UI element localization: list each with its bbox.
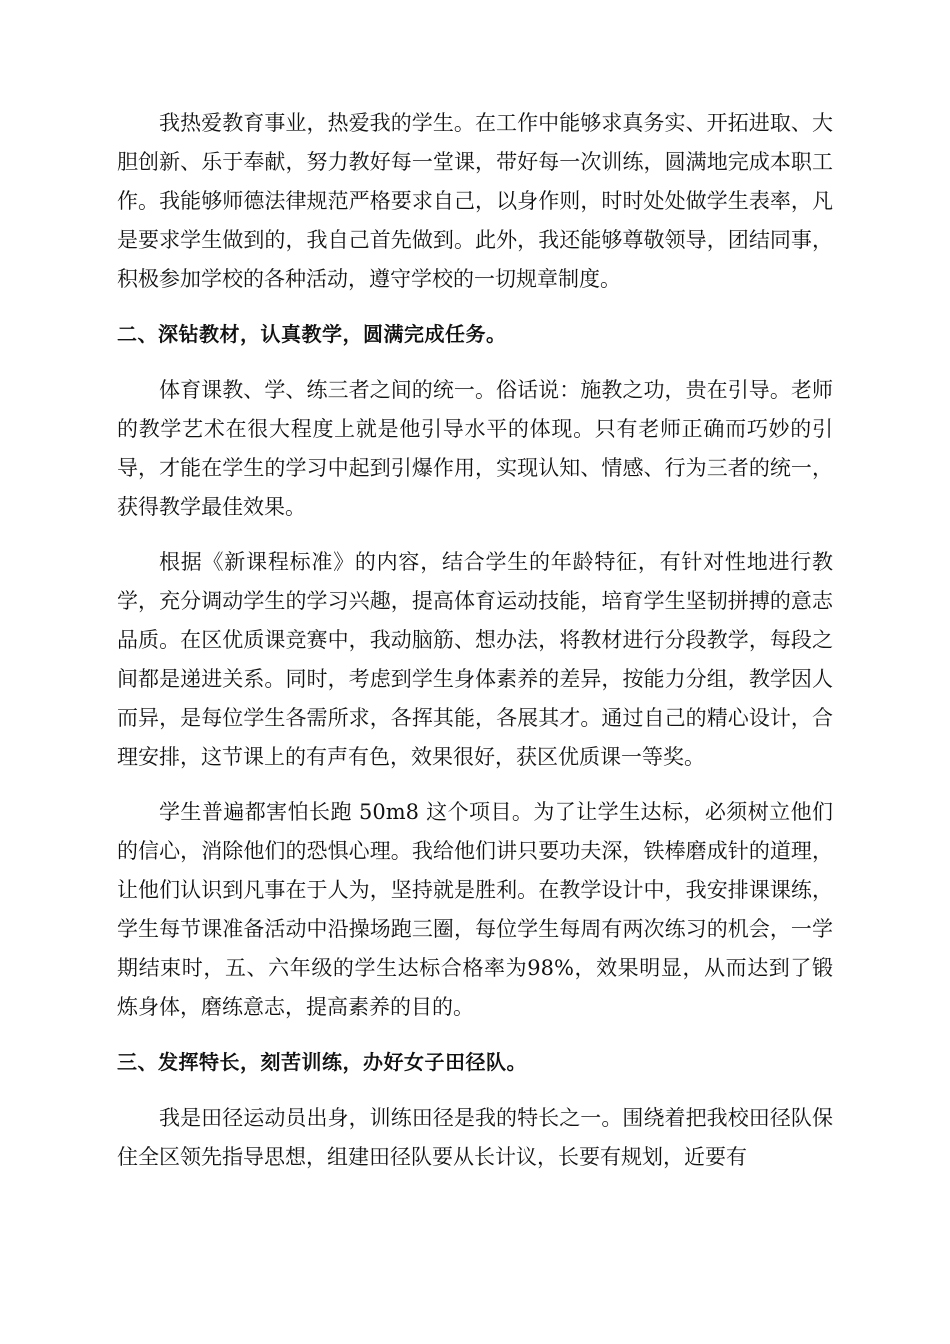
- document-body: [117, 104, 833, 1177]
- section-heading-teaching: 二、深钻教材，认真教学，圆满完成任务。: [117, 322, 507, 346]
- paragraph-curriculum-standard: 根据《新课程标准》的内容，结合学生的年龄特征，有针对性地进行教学，充分调动学生的学习兴趣，提高体育运动技能，培育学生坚韧拼搏的意志品质。在区优质课竞赛中，我动脑筋、想办法，将教材进行分段教学，每段之间都是递进关系。同时，考虑到学生身体素养的差异，按能力分组，教学因人而异，是每位学生各需所求，各挥其能，各展其才。通过自己的精心设计，合理安排，这节课上的有声有色，效果很好，获区优质课一等奖。: [117, 550, 833, 769]
- paragraph-work-ethic: 我热爱教育事业，热爱我的学生。在工作中能够求真务实、开拓进取、大胆创新、乐于奉献，努力教好每一堂课，带好每一次训练，圆满地完成本职工作。我能够师德法律规范严格要求自己，以身作则，时时处处做学生表率，凡是要求学生做到的，我自己首先做到。此外，我还能够尊敬领导，团结同事，积极参加学校的各种活动，遵守学校的一切规章制度。: [117, 111, 833, 291]
- paragraph-teaching-unity: 体育课教、学、练三者之间的统一。俗话说：施教之功，贵在引导。老师的教学艺术在很大程度上就是他引导水平的体现。只有老师正确而巧妙的引导，才能在学生的学习中起到引爆作用，实现认知、情感、行为三者的统一，获得教学最佳效果。: [117, 378, 833, 519]
- paragraph-long-distance-running: 学生普遍都害怕长跑 50m8 这个项目。为了让学生达标，必须树立他们的信心，消除他们的恐惧心理。我给他们讲只要功夫深，铁棒磨成针的道理，让他们认识到凡事在于人为，坚持就是胜利。在教学设计中，我安排课课练，学生每节课准备活动中沿操场跑三圈，每位学生每周有两次练习的机会，一学期结束时，五、六年级的学生达标合格率为98%，效果明显，从而达到了锻炼身体，磨练意志，提高素养的目的。: [117, 800, 833, 1019]
- paragraph-track-background: 我是田径运动员出身，训练田径是我的特长之一。围绕着把我校田径队保住全区领先指导思想，组建田径队要从长计议，长要有规划，近要有: [117, 1106, 833, 1169]
- section-heading-track-team: 三、发挥特长，刻苦训练，办好女子田径队。: [117, 1050, 527, 1074]
